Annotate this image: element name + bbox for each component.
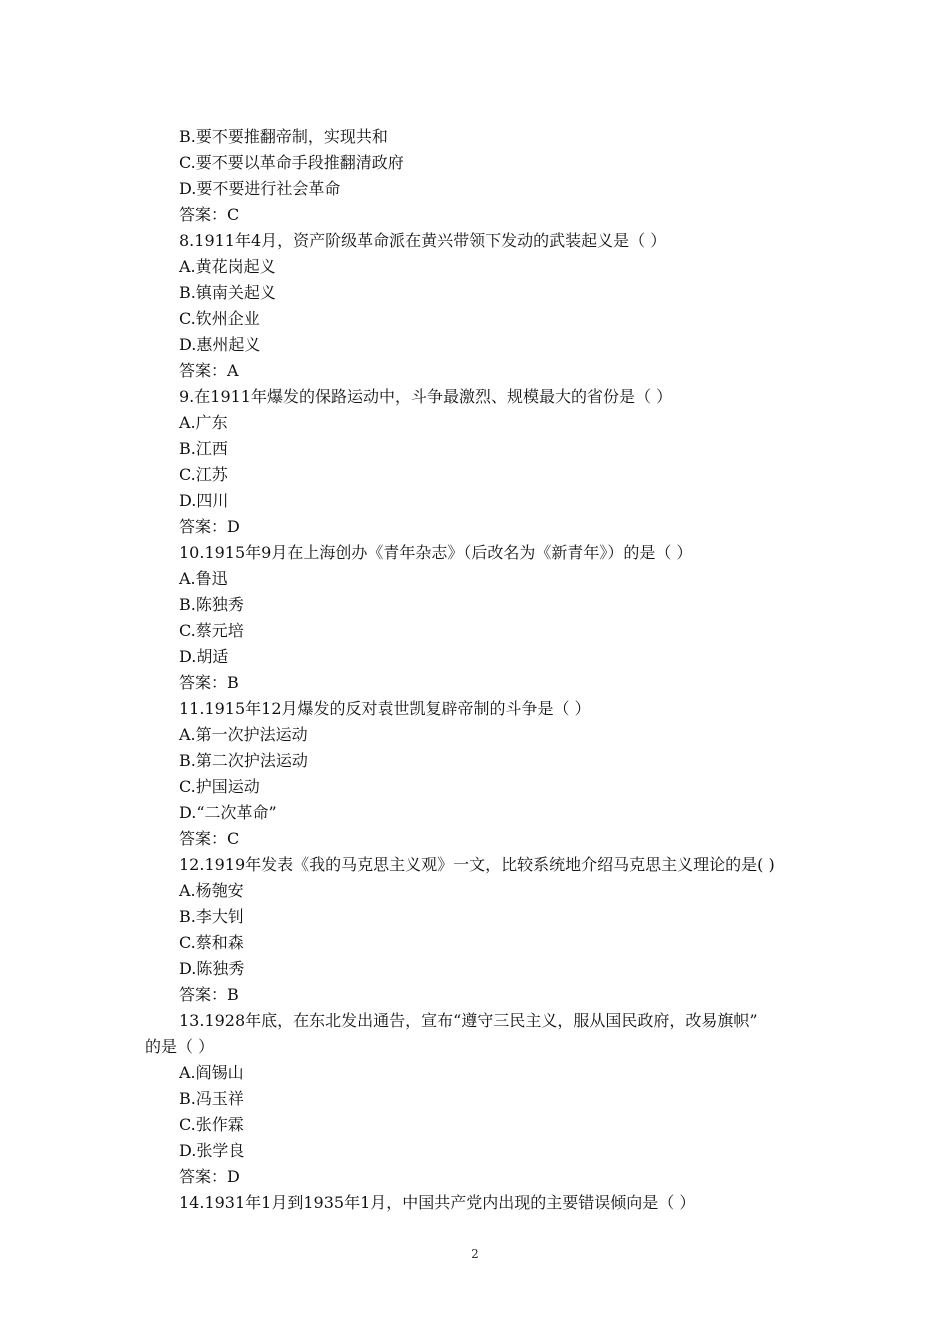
answer-line: 答案：B — [179, 673, 239, 692]
answer-line: 答案：D — [179, 1167, 240, 1186]
option-line: B.陈独秀 — [179, 595, 244, 614]
option-line: C.钦州企业 — [179, 309, 260, 328]
option-line: C.要不要以革命手段推翻清政府 — [179, 153, 404, 172]
option-line: D.四川 — [179, 491, 229, 510]
answer-line: 答案：D — [179, 517, 240, 536]
question-list — [0, 124, 950, 1216]
option-line: B.冯玉祥 — [179, 1089, 244, 1108]
option-line: D.张学良 — [179, 1141, 245, 1160]
option-line: C.江苏 — [179, 465, 228, 484]
option-line: A.鲁迅 — [179, 569, 228, 588]
option-line: A.第一次护法运动 — [179, 725, 308, 744]
question-line: 8.1911年4月，资产阶级革命派在黄兴带领下发动的武装起义是（ ） — [179, 231, 667, 250]
option-line: B.要不要推翻帝制，实现共和 — [179, 127, 388, 146]
option-line: D.“二次革命” — [179, 803, 277, 822]
option-line: B.李大钊 — [179, 907, 244, 926]
answer-line: 答案：C — [179, 205, 240, 224]
option-line: C.张作霖 — [179, 1115, 244, 1134]
question-line: 9.在1911年爆发的保路运动中，斗争最激烈、规模最大的省份是（ ） — [179, 387, 673, 406]
option-line: C.护国运动 — [179, 777, 260, 796]
question-line: 14.1931年1月到1935年1月，中国共产党内出现的主要错误倾向是（ ） — [179, 1193, 696, 1212]
question-line: 12.1919年发表《我的马克思主义观》一文，比较系统地介绍马克思主义理论的是( ) — [179, 855, 775, 874]
option-line: A.广东 — [179, 413, 228, 432]
option-line: B.江西 — [179, 439, 228, 458]
option-line: D.陈独秀 — [179, 959, 245, 978]
option-line: B.镇南关起义 — [179, 283, 276, 302]
question-line: 13.1928年底，在东北发出通告，宣布“遵守三民主义，服从国民政府，改易旗帜” — [179, 1011, 758, 1030]
option-line: D.要不要进行社会革命 — [179, 179, 341, 198]
option-line: C.蔡元培 — [179, 621, 244, 640]
option-line: A.黄花岗起义 — [179, 257, 276, 276]
answer-line: 答案：B — [179, 985, 239, 1004]
option-line: A.阎锡山 — [179, 1063, 244, 1082]
answer-line: 答案：C — [179, 829, 240, 848]
option-line: B.第二次护法运动 — [179, 751, 308, 770]
page-number: 2 — [471, 1247, 479, 1261]
option-line: D.胡适 — [179, 647, 229, 666]
question-line: 11.1915年12月爆发的反对袁世凯复辟帝制的斗争是（ ） — [179, 699, 591, 718]
question-line-continued: 的是（ ） — [145, 1037, 215, 1056]
option-line: C.蔡和森 — [179, 933, 244, 952]
question-line: 10.1915年9月在上海创办《青年杂志》（后改名为《新青年》）的是（ ） — [179, 543, 693, 562]
answer-line: 答案：A — [179, 361, 239, 380]
option-line: D.惠州起义 — [179, 335, 261, 354]
option-line: A.杨匏安 — [179, 881, 244, 900]
